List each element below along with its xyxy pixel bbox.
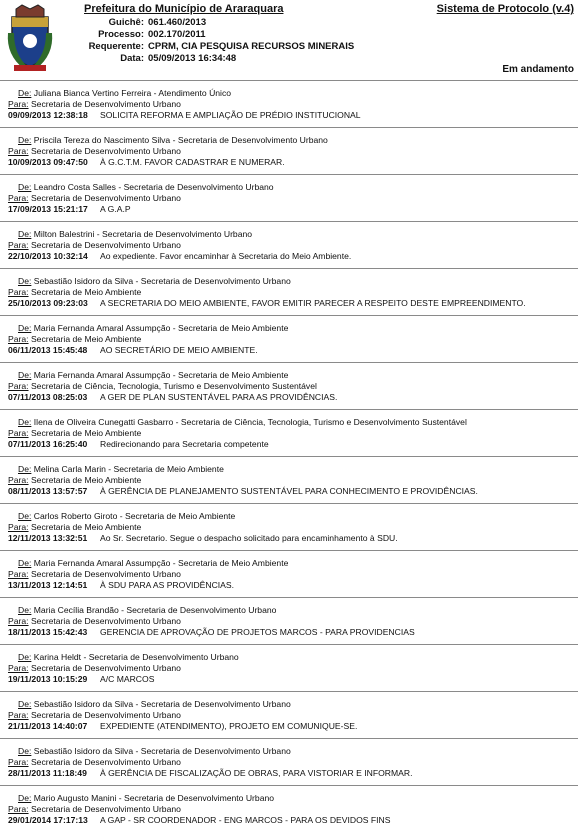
entry-dispatch (8, 721, 357, 732)
entry-text: GERENCIA DE APROVAÇÃO DE PROJETOS MARCOS - PARA PROVIDENCIAS (100, 627, 415, 637)
entry-from (18, 135, 328, 146)
header-field-label: Data: (120, 53, 144, 64)
entry-dispatch (8, 439, 269, 450)
entry-to-text: Secretaria de Desenvolvimento Urbano (30, 569, 181, 579)
to-label: Para: (8, 99, 29, 109)
from-label: De: (18, 276, 32, 286)
header-field (88, 41, 355, 52)
list-item (0, 691, 578, 738)
entry-dispatch (8, 251, 351, 262)
entry-from-text: Maria Fernanda Amaral Assumpção - Secretaria de Meio Ambiente (33, 323, 289, 333)
entry-date: 17/09/2013 15:21:17 (8, 204, 88, 214)
entry-from (18, 464, 224, 475)
entry-from-text: Ilena de Oliveira Cunegatti Gasbarro - Secretaria de Ciência, Tecnologia, Turismo e Desenvolvimento Sustentável (33, 417, 467, 427)
entry-from (18, 182, 274, 193)
entry-date: 21/11/2013 14:40:07 (8, 721, 88, 731)
from-label: De: (18, 511, 32, 521)
list-item (0, 503, 578, 550)
entry-dispatch (8, 157, 285, 168)
entry-dispatch (8, 768, 412, 779)
entry-dispatch (8, 674, 154, 685)
entry-from (18, 370, 288, 381)
list-item (0, 80, 578, 127)
entry-to (8, 287, 141, 298)
entry-to (8, 99, 181, 110)
to-label: Para: (8, 381, 29, 391)
from-label: De: (18, 229, 32, 239)
entry-text: A SECRETARIA DO MEIO AMBIENTE, FAVOR EMITIR PARECER A RESPEITO DESTE EMPREENDIMENTO. (100, 298, 526, 308)
from-label: De: (18, 699, 32, 709)
entry-from (18, 699, 291, 710)
list-item (0, 268, 578, 315)
to-label: Para: (8, 522, 29, 532)
list-item (0, 315, 578, 362)
entry-dispatch (8, 627, 415, 638)
entry-text: EXPEDIENTE (ATENDIMENTO), PROJETO EM COMUNIQUE-SE. (100, 721, 358, 731)
entry-dispatch (8, 533, 398, 544)
entry-to-text: Secretaria de Meio Ambiente (30, 428, 142, 438)
entry-to (8, 569, 181, 580)
org-title: Prefeitura do Município de Araraquara (84, 3, 284, 15)
to-label: Para: (8, 569, 29, 579)
entry-from-text: Sebastião Isidoro da Silva - Secretaria de Desenvolvimento Urbano (33, 746, 291, 756)
entry-text: Ao expediente. Favor encaminhar à Secretaria do Meio Ambiente. (100, 251, 352, 261)
entry-from (18, 229, 252, 240)
entry-from-text: Priscila Tereza do Nascimento Silva - Secretaria de Desenvolvimento Urbano (33, 135, 328, 145)
entry-to-text: Secretaria de Desenvolvimento Urbano (30, 804, 181, 814)
entry-dispatch (8, 580, 234, 591)
entry-to (8, 146, 181, 157)
header-field (98, 29, 206, 40)
entry-to-text: Secretaria de Meio Ambiente (30, 522, 142, 532)
entry-text: À G.C.T.M. FAVOR CADASTRAR E NUMERAR. (100, 157, 285, 167)
entry-dispatch (8, 110, 361, 121)
entry-to-text: Secretaria de Ciência, Tecnologia, Turismo e Desenvolvimento Sustentável (30, 381, 317, 391)
entry-to-text: Secretaria de Meio Ambiente (30, 287, 142, 297)
list-item (0, 221, 578, 268)
entry-to (8, 334, 141, 345)
to-label: Para: (8, 616, 29, 626)
entry-to (8, 757, 181, 768)
from-label: De: (18, 417, 32, 427)
entry-from (18, 605, 276, 616)
list-item (0, 644, 578, 691)
entry-from-text: Karina Heldt - Secretaria de Desenvolvimento Urbano (33, 652, 239, 662)
to-label: Para: (8, 804, 29, 814)
entry-dispatch (8, 815, 390, 826)
list-item (0, 456, 578, 503)
header-field-value: 05/09/2013 16:34:48 (148, 53, 237, 64)
header-field-label: Requerente: (88, 41, 144, 52)
entry-date: 10/09/2013 09:47:50 (8, 157, 88, 167)
entry-text: Redirecionando para Secretaria competente (100, 439, 269, 449)
entry-text: SOLICITA REFORMA E AMPLIAÇÃO DE PRÉDIO INSTITUCIONAL (100, 110, 361, 120)
entry-to-text: Secretaria de Desenvolvimento Urbano (30, 757, 181, 767)
entry-to (8, 428, 141, 439)
entry-to (8, 804, 181, 815)
entry-text: A/C MARCOS (100, 674, 155, 684)
entry-text: Ao Sr. Secretario. Segue o despacho solicitado para encaminhamento à SDU. (100, 533, 398, 543)
list-item (0, 738, 578, 785)
entry-date: 06/11/2013 15:45:48 (8, 345, 88, 355)
from-label: De: (18, 135, 32, 145)
entry-text: AO SECRETÁRIO DE MEIO AMBIENTE. (100, 345, 258, 355)
entry-date: 25/10/2013 09:23:03 (8, 298, 88, 308)
entry-to (8, 710, 181, 721)
entry-to (8, 381, 317, 392)
from-label: De: (18, 652, 32, 662)
header-field-label: Processo: (98, 29, 144, 40)
header-field (120, 53, 237, 64)
entry-to-text: Secretaria de Desenvolvimento Urbano (30, 616, 181, 626)
history-list (0, 80, 578, 832)
entry-date: 18/11/2013 15:42:43 (8, 627, 88, 637)
list-item (0, 597, 578, 644)
entry-to (8, 616, 181, 627)
entry-from (18, 793, 274, 804)
entry-from-text: Maria Fernanda Amaral Assumpção - Secretaria de Meio Ambiente (33, 558, 289, 568)
entry-dispatch (8, 486, 478, 497)
to-label: Para: (8, 428, 29, 438)
entry-text: À GERÊNCIA DE PLANEJAMENTO SUSTENTÁVEL PARA CONHECIMENTO E PROVIDÊNCIAS. (100, 486, 478, 496)
header-field-label: Guichê: (108, 17, 144, 28)
entry-to-text: Secretaria de Desenvolvimento Urbano (30, 240, 181, 250)
entry-to-text: Secretaria de Meio Ambiente (30, 475, 142, 485)
from-label: De: (18, 793, 32, 803)
entry-date: 13/11/2013 12:14:51 (8, 580, 88, 590)
entry-date: 29/01/2014 17:17:13 (8, 815, 88, 825)
entry-dispatch (8, 298, 526, 309)
entry-date: 22/10/2013 10:32:14 (8, 251, 88, 261)
header-field (108, 17, 207, 28)
entry-date: 09/09/2013 12:38:18 (8, 110, 88, 120)
entry-text: A GAP - SR COORDENADOR - ENG MARCOS - PARA OS DEVIDOS FINS (100, 815, 391, 825)
entry-from (18, 652, 239, 663)
entry-date: 28/11/2013 11:18:49 (8, 768, 87, 778)
entry-date: 12/11/2013 13:32:51 (8, 533, 88, 543)
entry-date: 07/11/2013 08:25:03 (8, 392, 88, 402)
entry-date: 19/11/2013 10:15:29 (8, 674, 88, 684)
from-label: De: (18, 746, 32, 756)
entry-from-text: Milton Balestrini - Secretaria de Desenvolvimento Urbano (33, 229, 253, 239)
list-item (0, 362, 578, 409)
entry-from (18, 558, 288, 569)
to-label: Para: (8, 663, 29, 673)
entry-from-text: Juliana Bianca Vertino Ferreira - Atendimento Único (33, 88, 232, 98)
to-label: Para: (8, 240, 29, 250)
to-label: Para: (8, 193, 29, 203)
entry-to (8, 193, 181, 204)
list-item (0, 409, 578, 456)
entry-from-text: Leandro Costa Salles - Secretaria de Desenvolvimento Urbano (33, 182, 274, 192)
document-header (0, 0, 578, 78)
entry-date: 08/11/2013 13:57:57 (8, 486, 88, 496)
list-item (0, 550, 578, 597)
entry-from (18, 323, 288, 334)
entry-to (8, 475, 141, 486)
entry-from (18, 746, 291, 757)
to-label: Para: (8, 287, 29, 297)
from-label: De: (18, 464, 32, 474)
list-item (0, 174, 578, 221)
header-field-value: 061.460/2013 (148, 17, 207, 28)
to-label: Para: (8, 710, 29, 720)
entry-to (8, 240, 181, 251)
list-item (0, 785, 578, 832)
entry-to-text: Secretaria de Desenvolvimento Urbano (30, 663, 181, 673)
entry-from (18, 88, 231, 99)
entry-from-text: Sebastião Isidoro da Silva - Secretaria de Desenvolvimento Urbano (33, 276, 291, 286)
from-label: De: (18, 558, 32, 568)
system-title: Sistema de Protocolo (v.4) (436, 3, 574, 15)
entry-to (8, 663, 181, 674)
entry-text: À SDU PARA AS PROVIDÊNCIAS. (100, 580, 235, 590)
entry-from-text: Mario Augusto Manini - Secretaria de Desenvolvimento Urbano (33, 793, 275, 803)
entry-to-text: Secretaria de Meio Ambiente (30, 334, 142, 344)
entry-from-text: Melina Carla Marin - Secretaria de Meio Ambiente (33, 464, 224, 474)
entry-to-text: Secretaria de Desenvolvimento Urbano (30, 193, 181, 203)
entry-dispatch (8, 204, 131, 215)
entry-from-text: Sebastião Isidoro da Silva - Secretaria de Desenvolvimento Urbano (33, 699, 291, 709)
entry-dispatch (8, 345, 258, 356)
from-label: De: (18, 88, 32, 98)
entry-from-text: Maria Cecília Brandão - Secretaria de Desenvolvimento Urbano (33, 605, 277, 615)
entry-to (8, 522, 141, 533)
entry-from (18, 276, 291, 287)
entry-to-text: Secretaria de Desenvolvimento Urbano (30, 99, 181, 109)
list-item (0, 127, 578, 174)
from-label: De: (18, 605, 32, 615)
to-label: Para: (8, 475, 29, 485)
from-label: De: (18, 323, 32, 333)
from-label: De: (18, 182, 32, 192)
header-field-value: 002.170/2011 (148, 29, 206, 40)
entry-from-text: Carlos Roberto Giroto - Secretaria de Meio Ambiente (33, 511, 236, 521)
entry-to-text: Secretaria de Desenvolvimento Urbano (30, 146, 181, 156)
entry-from-text: Maria Fernanda Amaral Assumpção - Secretaria de Meio Ambiente (33, 370, 289, 380)
entry-text: À GERÊNCIA DE FISCALIZAÇÃO DE OBRAS, PARA VISTORIAR E INFORMAR. (100, 768, 413, 778)
status-badge: Em andamento (502, 64, 574, 75)
to-label: Para: (8, 146, 29, 156)
entry-to-text: Secretaria de Desenvolvimento Urbano (30, 710, 181, 720)
from-label: De: (18, 370, 32, 380)
to-label: Para: (8, 757, 29, 767)
entry-text: A G.A.P (100, 204, 131, 214)
entry-from (18, 511, 235, 522)
entry-from (18, 417, 467, 428)
entry-date: 07/11/2013 16:25:40 (8, 439, 88, 449)
to-label: Para: (8, 334, 29, 344)
entry-dispatch (8, 392, 337, 403)
header-field-value: CPRM, CIA PESQUISA RECURSOS MINERAIS (148, 41, 355, 52)
entry-text: A GER DE PLAN SUSTENTÁVEL PARA AS PROVIDÊNCIAS. (100, 392, 338, 402)
